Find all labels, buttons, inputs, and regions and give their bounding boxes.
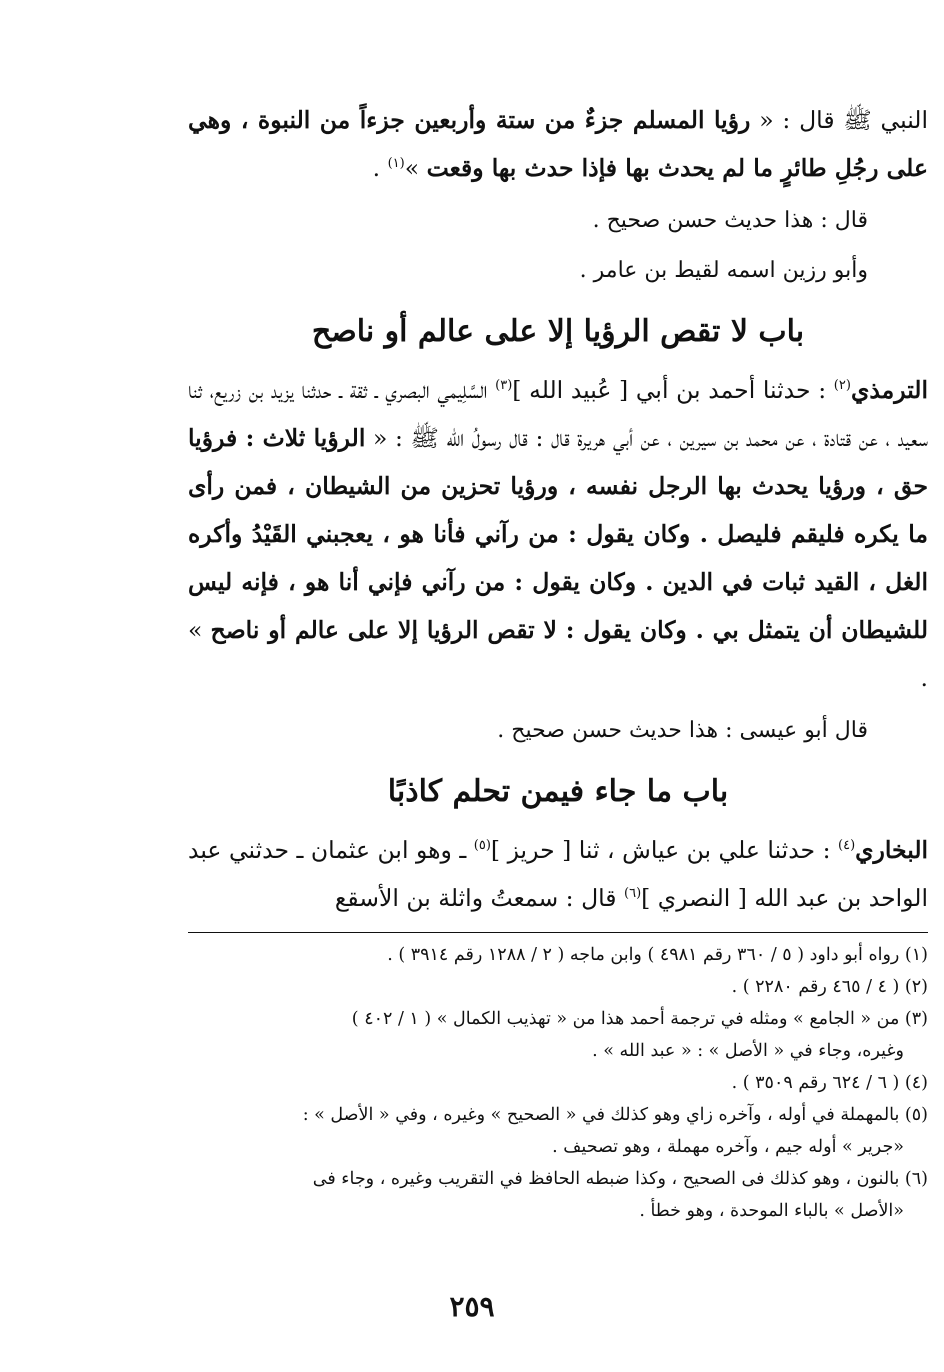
footnote-ref-5: (٥) <box>473 838 491 854</box>
chapter-heading-2: باب ما جاء فيمن تحلم كاذبًا <box>387 774 729 809</box>
footnote-ref-4: (٤) <box>838 838 856 854</box>
isnad-text-b: السَّلِيمي البصري ـ ثقة ـ حدثنا يزيد بن زريع، ثنا سعيد ، عن قتادة ، عن محمد بن سيرين ، عن أبي هريرة قال : قال رسولُ الله ﷺ : « <box>188 376 928 452</box>
footnote-continuation: «جرير » أوله جيم ، وآخره مهملة ، وهو تصحيف . <box>552 1137 904 1157</box>
footnote-divider <box>188 932 928 933</box>
footnote-2 <box>188 971 928 1003</box>
source-name: الترمذي <box>850 376 929 404</box>
isnad-text-b: ـ وهو ابن عثمان ـ حدثني عبد الواحد بن عبد الله [ النصري ] <box>188 836 928 912</box>
footnotes <box>188 939 928 1227</box>
chapter-heading-1: باب لا تقص الرؤيا إلا على عالم أو ناصح <box>311 314 805 349</box>
footnote-5 <box>188 1099 928 1163</box>
page-content <box>188 96 928 1227</box>
footnote-text: (٣) من « الجامع » ومثله في ترجمة أحمد هذا من « تهذيب الكمال » ( ١ / ٤٠٢ ) <box>351 1009 928 1029</box>
grading-note: قال : هذا حديث حسن صحيح . <box>592 208 868 233</box>
footnote-1 <box>188 939 928 971</box>
quote-close: » . <box>188 616 928 692</box>
footnote-ref-1: (١) <box>387 156 405 172</box>
narrator-note: وأبو رزين اسمه لقيط بن عامر . <box>579 258 868 283</box>
footnote-text: (٢) ( ٤ / ٤٦٥ رقم ٢٢٨٠ ) . <box>731 977 928 997</box>
hadith-tirmidhi <box>188 366 928 702</box>
footnote-text: (١) رواه أبو داود ( ٥ / ٣٦٠ رقم ٤٩٨١ ) وابن ماجه ( ٢ / ١٢٨٨ رقم ٣٩١٤ ) . <box>387 945 928 965</box>
footnote-ref-6: (٦) <box>624 886 642 902</box>
footnote-3 <box>188 1003 928 1067</box>
sentence-end: . <box>372 154 388 182</box>
footnote-continuation: وغيره، وجاء في « الأصل » : « عبد الله » . <box>592 1041 904 1061</box>
footnote-ref-3: (٣) <box>495 378 513 394</box>
isnad-text-a: : حدثنا أحمد بن أبي [ عُبيد الله ] <box>512 376 834 404</box>
hadith-continuation <box>188 96 928 192</box>
hadith-text: الرؤيا ثلاث : فرؤيا حق ، ورؤيا يحدث بها الرجل نفسه ، ورؤيا تحزين من الشيطان ، فمن رأى ما يكره فليقم فليصل . وكان يقول : من رآني فأنا هو ، يعجبني القَيْدُ وأكره الغل ، القيد ثبات في الدين . وكان يقول : من رآني فإني أنا هو ، فإنه ليس للشيطان أن يتمثل بي . وكان يقول : لا تقص الرؤيا إلا على عالم أو ناصح <box>188 424 928 644</box>
footnote-ref-2: (٢) <box>833 378 851 394</box>
source-name: البخاري <box>855 836 929 864</box>
footnote-4 <box>188 1067 928 1099</box>
hadith-bukhari <box>188 826 928 922</box>
page-number: ٢٥٩ <box>449 1290 495 1323</box>
grading-note-abu-isa: قال أبو عيسى : هذا حديث حسن صحيح . <box>497 718 868 743</box>
footnote-text: (٦) بالنون ، وهو كذلك فى الصحيح ، وكذا ضبطه الحافظ في التقريب وغيره ، وجاء فى <box>312 1169 928 1189</box>
footnote-continuation: «الأصل » بالباء الموحدة ، وهو خطأ . <box>639 1201 904 1221</box>
footnote-6 <box>188 1163 928 1227</box>
footnote-text: (٥) بالمهملة في أوله ، وآخره زاي وهو كذلك في « الصحيح » وغيره ، وفي « الأصل » : <box>302 1105 928 1125</box>
isnad-text-a: : حدثنا علي بن عياش ، ثنا [ حريز ] <box>490 836 839 864</box>
isnad-text-c: قال : سمعتُ واثلة بن الأسقع <box>334 884 625 912</box>
footnote-text: (٤) ( ٦ / ٦٢٤ رقم ٣٥٠٩ ) . <box>731 1073 928 1093</box>
hadith-text: رؤيا المسلم جزءٌ من ستة وأربعين جزءاً من النبوة ، وهي على رجُلِ طائرٍ ما لم يحدث بها فإذا حدث بها وقعت <box>188 106 928 182</box>
quote-close: » <box>404 154 427 182</box>
intro-text: النبي ﷺ قال : « <box>750 106 928 134</box>
